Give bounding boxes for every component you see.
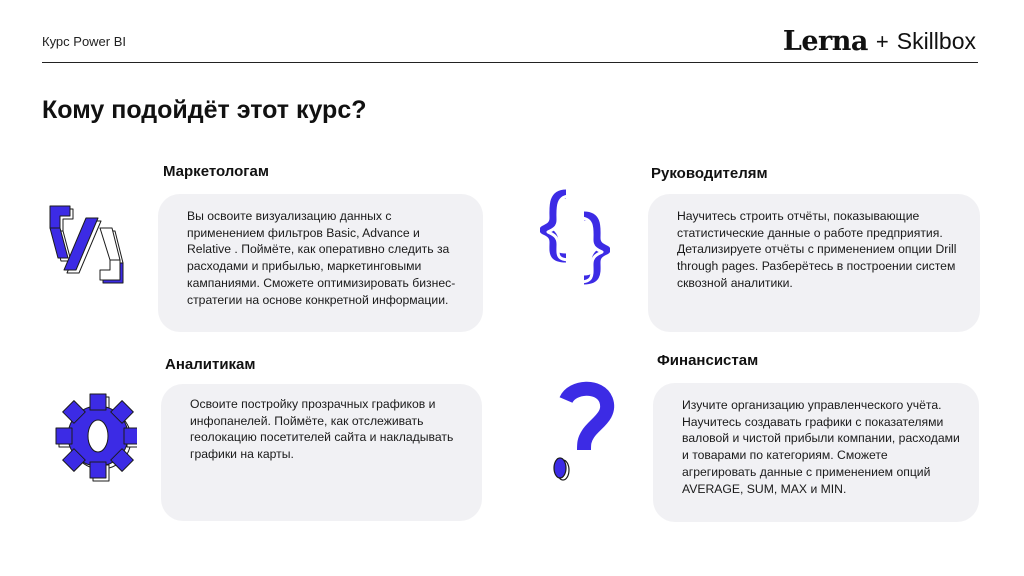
header-divider — [42, 62, 978, 63]
page-title: Кому подойдёт этот курс? — [42, 96, 367, 124]
card-marketers — [158, 194, 483, 332]
question-mark-icon — [544, 380, 624, 490]
card-text-managers: Научитесь строить отчёты, показывающие статистические данные о работе предприятия. Детализируете отчёты с применением опции Drill through pages. Разберётесь в построении систем сквозной аналитики. — [677, 209, 957, 290]
card-analysts — [161, 384, 482, 521]
skillbox-logo: Skillbox — [896, 28, 976, 54]
card-managers — [648, 194, 980, 332]
card-text-marketers: Вы освоите визуализацию данных с применением фильтров Basic, Advance и Relative . Поймёте, как оперативно следить за расходами и прибылью, маркетинговыми кампаниями. Сможете оптимизировать бизнес-стратегии на основе конкретной информации. — [187, 209, 456, 307]
gear-icon — [52, 384, 137, 489]
slash-brackets-icon — [40, 198, 130, 293]
lerna-logo: Lerna — [782, 26, 868, 57]
heading-financiers: Финансистам — [657, 352, 759, 369]
logo-plus: + — [875, 28, 889, 54]
card-financiers — [653, 383, 979, 522]
card-text-financiers: Изучите организацию управленческого учёта. Научитесь создавать графики с показателями валовой и чистой прибыли компании, расходами и товарами по категориям. Сможете агрегировать данные с применением опций AVERAGE, SUM, MAX и MIN. — [682, 398, 960, 496]
course-name: Курс Power BI — [42, 34, 127, 49]
card-text-analysts: Освоите постройку прозрачных графиков и инфопанелей. Поймёте, как отслеживать геолокацию посетителей сайта и накладывать графики на карты. — [190, 397, 454, 462]
heading-analysts: Аналитикам — [165, 356, 256, 373]
heading-managers: Руководителям — [651, 165, 768, 182]
heading-marketers: Маркетологам — [163, 163, 269, 180]
curly-braces-icon — [540, 188, 610, 293]
brand-logo — [783, 26, 976, 57]
